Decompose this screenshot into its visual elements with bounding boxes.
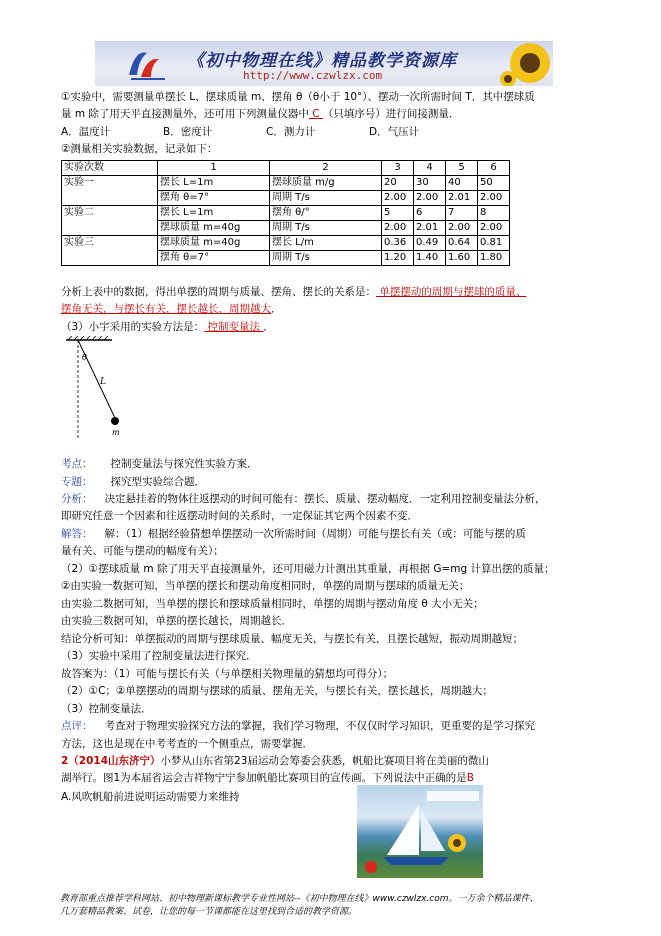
table-cell: 摆球质量 m=40g — [158, 221, 270, 236]
table-cell: 摆长 L/m — [270, 236, 382, 251]
table-row — [62, 236, 510, 251]
q1-line1: ①实验中，需要测量单摆长 L、摆球质量 m、摆角 θ（θ小于 10°）、摆动一次所需时间 T．其中摆球质 — [61, 91, 535, 103]
table-cell: 摆角 θ=7° — [158, 251, 270, 266]
table-cell: 周期 T/s — [270, 251, 382, 266]
theta-label: θ — [82, 353, 87, 362]
table-cell: 摆角 θ=7° — [158, 191, 270, 206]
zhuanti-text: 探究型实验综合题． — [110, 476, 205, 488]
table-cell: 摆长 L=1m — [158, 206, 270, 221]
table-cell: 2.00 — [382, 191, 414, 206]
next-question-text2: 湖举行。图1为本届省运会吉祥物宁宁参加帆船比赛项目的宣传画。下列说法中正确的是 — [61, 772, 467, 784]
answer-line1: 故答案为：（1）可能与摆长有关（与单摆相关物理量的猜想均可得分）； — [61, 668, 394, 680]
table-cell: 2.00 — [478, 221, 510, 236]
q3-post: ． — [263, 321, 274, 333]
table-cell: 摆角 θ/° — [270, 206, 382, 221]
table-cell: 0.64 — [446, 236, 478, 251]
conclusion-answer-part2: 摆角无关，与摆长有关，摆长越长，周期越大 — [61, 303, 271, 315]
jieda-text1: 解：（1）根据经验猜想单摆摆动一次所需时间（周期）可能与摆长有关（或：可能与摆的质 — [104, 528, 526, 540]
table-cell: 2.00 — [446, 221, 478, 236]
q3-answer: 控制变量法 — [204, 321, 264, 333]
table-cell: 7 — [446, 206, 478, 221]
footer — [60, 893, 605, 919]
sailboat-icon — [357, 785, 483, 878]
jieda-line2: 量有关、可能与摆动的幅度有关）； — [61, 545, 224, 557]
table-cell: 6 — [478, 161, 510, 176]
q1-line2 — [61, 107, 459, 121]
next-question-answer: B — [466, 772, 474, 784]
table-cell: 2.00 — [478, 191, 510, 206]
banner-title: 《初中物理在线》精品教学资源库 — [187, 51, 457, 71]
conclusion-line2 — [61, 302, 282, 316]
table-cell: 2.00 — [382, 221, 414, 236]
table-cell: 摆长 L=1m — [158, 176, 270, 191]
dianping-label: 点评： — [61, 720, 93, 732]
kaodian-label: 考点： — [61, 458, 93, 470]
sailing-mascot-image — [357, 785, 483, 878]
q1-line2-text: 量 m 除了用天平直接测量外，还可用下列测量仪器中 — [61, 108, 309, 120]
pendulum-string — [78, 340, 115, 418]
table-cell: 实验次数 — [62, 161, 158, 176]
next-question-line2 — [61, 771, 474, 785]
table-cell: 6 — [414, 206, 446, 221]
conclusion-post: ． — [271, 303, 282, 315]
jieda-line8: （3）实验中采用了控制变量法进行探究． — [61, 650, 257, 662]
table-cell: 2.00 — [414, 191, 446, 206]
table-cell: 8 — [478, 206, 510, 221]
pendulum-figure — [62, 336, 152, 448]
jieda-line1 — [61, 527, 526, 541]
table-cell: 30 — [414, 176, 446, 191]
sunflower-icon — [500, 41, 553, 86]
next-question-text1: 小梦从山东省第23届运动会筹委会获悉，帆船比赛项目将在美丽的微山 — [160, 755, 489, 767]
kaodian-text: 控制变量法与探究性实验方案． — [110, 458, 258, 470]
table-cell: 1.20 — [382, 251, 414, 266]
logo-icon — [125, 45, 169, 83]
q1-option-d: D．气压计 — [369, 126, 420, 138]
jieda-line5: 由实验二数据可知，当单摆的摆长和摆球质量相同时，单摆的周期与摆动角度 θ 大小无关； — [61, 598, 484, 610]
table-cell: 1 — [158, 161, 270, 176]
table-cell: 0.49 — [414, 236, 446, 251]
dianping-line2: 方法，这也是现在中考考查的一个侧重点，需要掌握． — [61, 738, 313, 750]
table-cell: 3 — [382, 161, 414, 176]
table-cell: 实验三 — [62, 236, 158, 266]
table-cell: 实验二 — [62, 206, 158, 236]
table-cell: 2 — [270, 161, 382, 176]
experiment-table — [61, 160, 510, 266]
header-banner — [95, 41, 553, 86]
table-cell: 20 — [382, 176, 414, 191]
conclusion-line1 — [61, 285, 526, 299]
footer-line1: 教育部重点推荐学科网站、初中物理新课标教学专业性网站--《初中物理在线》www.czwlzx.com。一万余个精品课件、 — [60, 894, 539, 904]
table-cell: 40 — [446, 176, 478, 191]
table-cell: 2.01 — [414, 221, 446, 236]
q1-option-b: B．密度计 — [163, 126, 213, 138]
table-cell: 0.36 — [382, 236, 414, 251]
table-row — [62, 206, 510, 221]
table-cell: 2.01 — [446, 191, 478, 206]
table-cell: 摆球质量 m=40g — [158, 236, 270, 251]
q3-line — [61, 320, 274, 334]
table-cell: 50 — [478, 176, 510, 191]
q1-line2-post: （只填序号）进行间接测量． — [322, 108, 460, 120]
next-question-line1 — [61, 754, 489, 768]
table-cell: 周期 T/s — [270, 221, 382, 236]
answer-line2: （2）①C；②单摆摆动的周期与摆球的质量、摆角无关，与摆长有关，摆长越长，周期越大； — [61, 685, 493, 697]
table-cell: 1.80 — [478, 251, 510, 266]
dianping-line1 — [61, 719, 535, 733]
table-row — [62, 176, 510, 191]
table-header-row — [62, 161, 510, 176]
dianping-text1: 考查对于物理实验探究方法的掌握，我们学习物理，不仅仅时学习知识，更重要的是学习探究 — [104, 720, 535, 732]
table-cell: 4 — [414, 161, 446, 176]
fenxi-text1: 决定悬挂着的物体往返摆动的时间可能有：摆长、质量、摆动幅度．一定利用控制变量法分析， — [104, 493, 546, 505]
fenxi-line1 — [61, 492, 546, 506]
zhuanti-line — [61, 475, 205, 489]
conclusion-pre: 分析上表中的数据，得出单摆的周期与质量、摆角、摆长的关系是： — [61, 286, 376, 298]
pendulum-bob — [111, 417, 119, 425]
table-cell: 实验一 — [62, 176, 158, 206]
length-label: L — [100, 377, 106, 387]
table-cell: 摆球质量 m/g — [270, 176, 382, 191]
table-cell: 5 — [382, 206, 414, 221]
answer-line3: （3）控制变量法． — [61, 703, 152, 715]
jieda-line3: （2）①摆球质量 m 除了用天平直接测量外，还可用磁力计测出其重量，再根据 G=mg 计算出摆的质量； — [61, 563, 555, 575]
q1-option-a: A．温度计 — [61, 126, 111, 138]
q1-option-c: C．测力计 — [266, 126, 316, 138]
q1-answer: C — [308, 108, 323, 120]
conclusion-answer-part1: 单摆摆动的周期与摆球的质量、 — [376, 286, 527, 298]
kaodian-line — [61, 457, 258, 471]
jieda-line7: 结论分析可知：单摆振动的周期与摆球质量、幅度无关，与摆长有关，且摆长越短，振动周期越短； — [61, 633, 523, 645]
q2-intro: ②测量相关实验数据，记录如下： — [61, 143, 218, 155]
table-cell: 0.81 — [478, 236, 510, 251]
footer-line2: 几万套精品教案、试卷，让您的每一节课都能在这里找到合适的教学资源。 — [60, 907, 358, 917]
fenxi-label: 分析： — [61, 493, 93, 505]
table-cell: 周期 T/s — [270, 191, 382, 206]
jieda-line6: 由实验三数据可知，单摆的摆长越长，周期越长． — [61, 615, 292, 627]
banner-url[interactable]: http://www.czwlzx.com — [243, 69, 383, 82]
jieda-label: 解答： — [61, 528, 93, 540]
next-question-number: 2（2014山东济宁） — [61, 755, 161, 767]
mass-label: m — [112, 428, 120, 437]
table-cell: 1.60 — [446, 251, 478, 266]
zhuanti-label: 专题： — [61, 476, 93, 488]
jieda-line4: ②由实验一数据可知，当单摆的摆长和摆动角度相同时，单摆的周期与摆球的质量无关； — [61, 580, 470, 592]
q3-pre: （3）小宇采用的实验方法是： — [61, 321, 205, 333]
table-cell: 5 — [446, 161, 478, 176]
fenxi-line2: 即研究任意一个因素和往返摆动时间的关系时，一定保证其它两个因素不变． — [61, 510, 418, 522]
table-cell: 1.40 — [414, 251, 446, 266]
next-question-option-a: A.风吹帆船前进说明运动需要力来维持 — [61, 791, 240, 803]
